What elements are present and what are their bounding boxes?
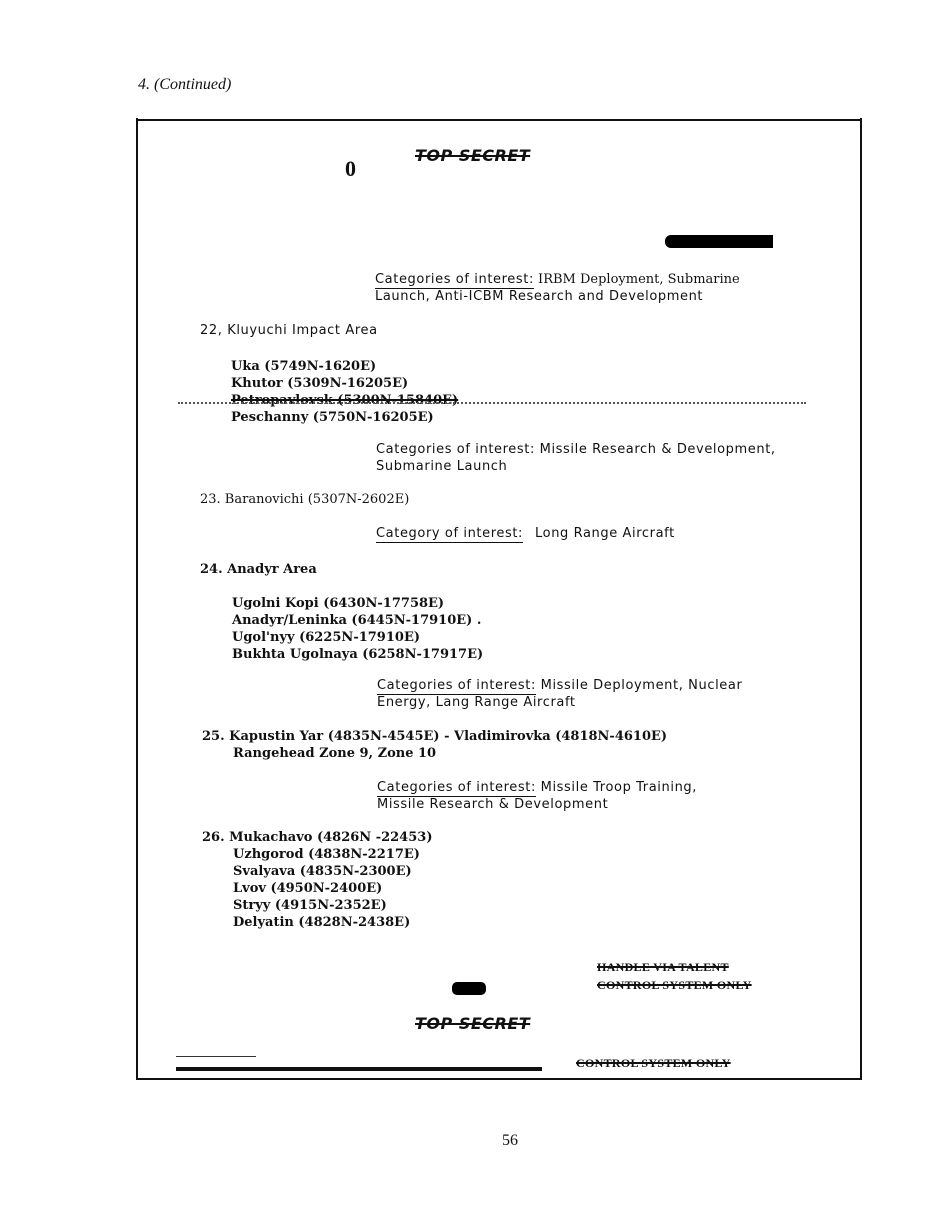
faint-rule — [176, 1056, 256, 1057]
entry22-sites — [231, 358, 458, 426]
entry24-site: Anadyr/Leninka (6445N-17910E) . — [232, 613, 482, 628]
entry22-categories — [376, 440, 816, 475]
entry23-categories-label: Category of interest: — [376, 526, 524, 541]
entry24-categories-line2: Energy, Lang Range Aircraft — [377, 695, 576, 710]
redaction-blob-bottom — [452, 982, 486, 995]
stray-mark: 0 — [345, 156, 356, 181]
entry24-site: Ugol'nyy (6225N-17910E) — [232, 630, 420, 645]
scan-noise-line — [178, 402, 806, 406]
entry25-heading-line1: 25. Kapustin Yar (4835N-4545E) - Vladimirovka (4818N-4610E) — [202, 729, 668, 744]
redaction-bar-top — [665, 235, 773, 248]
entry21-categories-line2: Launch, Anti-ICBM Research and Development — [375, 289, 704, 304]
entry22-site: Petropavlovsk (5300N-15840E) — [231, 393, 459, 408]
entry21-categories — [375, 270, 815, 305]
top-secret-stamp-top: TOP SECRET — [415, 146, 531, 165]
entry21-categories-label: Categories of interest: — [375, 272, 534, 287]
entry26-site: Stryy (4915N-2352E) — [233, 898, 387, 913]
entry22-heading: 22, Kluyuchi Impact Area — [200, 323, 378, 338]
entry25-categories-label: Categories of interest: — [377, 780, 536, 795]
entry25-categories-line1: Missile Troop Training, — [535, 780, 697, 795]
frame-top-border — [136, 119, 860, 121]
entry26-site: Delyatin (4828N-2438E) — [233, 915, 411, 930]
entry23-heading: 23. Baranovichi (5307N-2602E) — [200, 492, 410, 507]
handle-line2: CONTROL SYSTEM ONLY — [597, 978, 752, 992]
entry25-heading — [202, 728, 667, 762]
entry26-site: Svalyava (4835N-2300E) — [233, 864, 412, 879]
entry22-categories-line1: Missile Research & Development, — [534, 442, 776, 457]
entry21-categories-line1: IRBM Deployment, Submarine — [533, 272, 740, 287]
entry26-block — [202, 829, 432, 931]
frame-bottom-border — [136, 1078, 860, 1080]
entry22-site: Khutor (5309N-16205E) — [231, 376, 409, 391]
entry25-categories-line2: Missile Research & Development — [377, 797, 609, 812]
entry26-site: Uzhgorod (4838N-2217E) — [233, 847, 420, 862]
entry22-categories-line2: Submarine Launch — [376, 459, 508, 474]
top-secret-stamp-bottom: TOP SECRET — [415, 1014, 531, 1033]
entry25-heading-line2: Rangehead Zone 9, Zone 10 — [233, 746, 437, 761]
entry24-categories-label: Categories of interest: — [377, 678, 536, 693]
entry22-categories-label: Categories of interest: — [376, 442, 535, 457]
handle-via-talent-stamp — [597, 958, 752, 994]
entry22-site: Uka (5749N-1620E) — [231, 359, 377, 374]
entry26-site: Lvov (4950N-2400E) — [233, 881, 383, 896]
entry24-categories-line1: Missile Deployment, Nuclear — [535, 678, 743, 693]
entry23-categories — [376, 524, 675, 542]
entry24-site: Ugolni Kopi (6430N-17758E) — [232, 596, 445, 611]
entry23-categories-value: Long Range Aircraft — [535, 526, 675, 541]
entry25-categories — [377, 778, 817, 813]
entry22-site: Peschanny (5750N-16205E) — [231, 410, 434, 425]
entry24-categories — [377, 676, 817, 711]
entry24-site: Bukhta Ugolnaya (6258N-17917E) — [232, 647, 484, 662]
handle-line1: HANDLE VIA TALENT — [597, 960, 729, 974]
continued-heading: 4. (Continued) — [138, 76, 232, 93]
page-number: 56 — [502, 1132, 518, 1149]
entry26-heading: 26. Mukachavo (4826N -22453) — [202, 830, 433, 845]
control-system-only-stamp: CONTROL SYSTEM ONLY — [576, 1056, 731, 1070]
entry24-heading: 24. Anadyr Area — [200, 562, 317, 577]
entry24-sites — [232, 595, 483, 663]
bottom-heavy-rule — [176, 1067, 542, 1071]
